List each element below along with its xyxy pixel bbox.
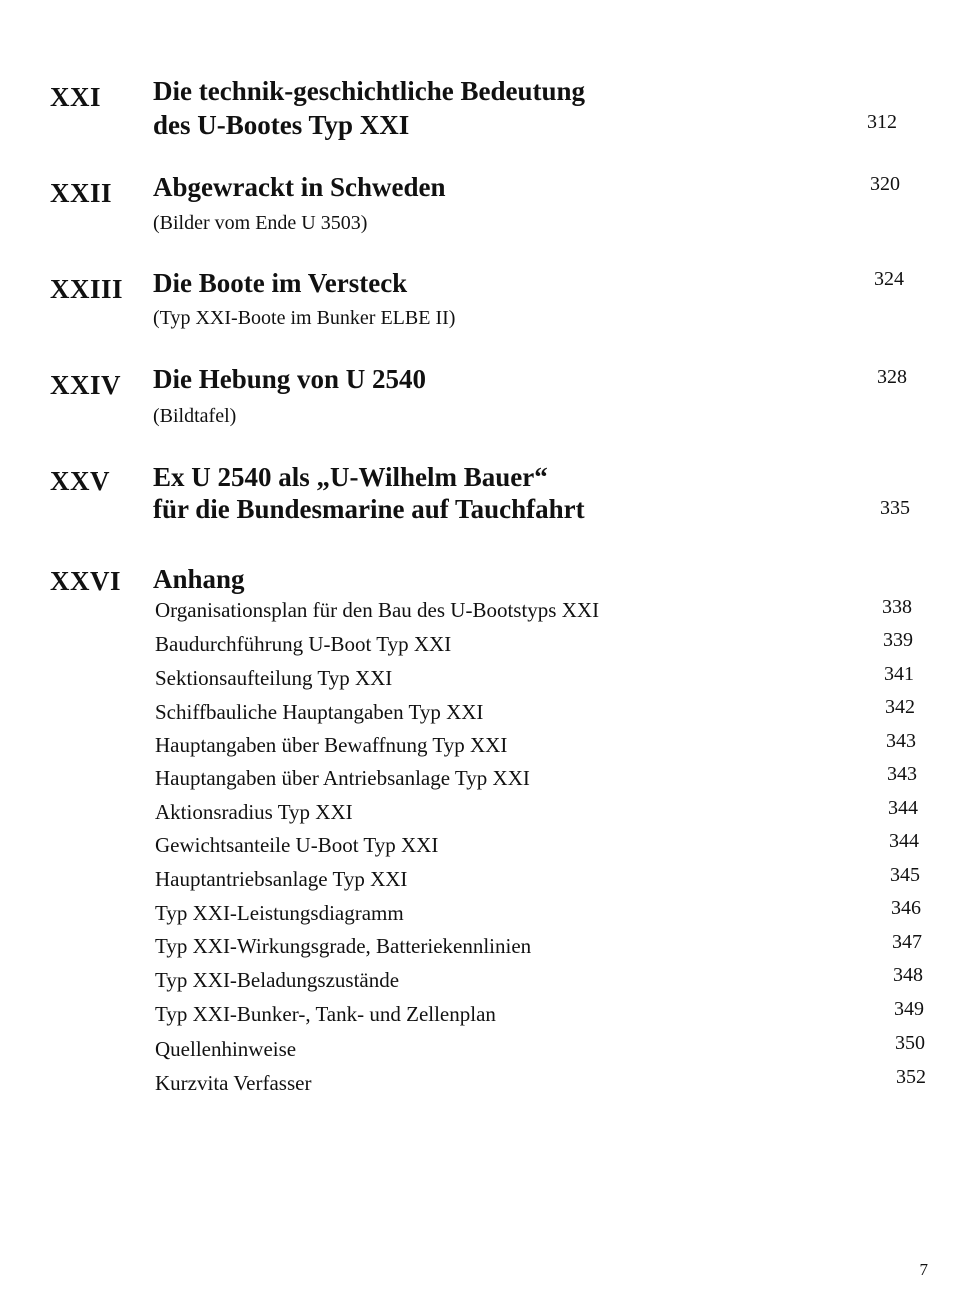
appendix-page-number: 347 [892,931,922,953]
appendix-item: Typ XXI-Bunker-, Tank- und Zellenplan [155,1002,496,1026]
appendix-item: Sektionsaufteilung Typ XXI [155,666,393,690]
appendix-page-number: 342 [885,696,915,718]
chapter-number: XXI [50,82,102,112]
chapter-number: XXVI [50,566,122,596]
chapter-number: XXIV [50,370,122,400]
chapter-title-line-1: Die Boote im Versteck [153,268,408,298]
appendix-item: Kurzvita Verfasser [155,1071,312,1095]
appendix-page-number: 339 [883,629,913,651]
appendix-page-number: 345 [890,864,920,886]
chapter-subtitle: (Bildtafel) [153,405,237,427]
chapter-subtitle: (Typ XXI-Boote im Bunker ELBE II) [153,307,456,329]
appendix-page-number: 350 [895,1032,925,1054]
appendix-page-number: 346 [891,897,921,919]
page-number: 7 [919,1260,928,1279]
appendix-page-number: 348 [893,964,923,986]
chapter-page-number: 328 [877,366,907,388]
chapter-page-number: 320 [870,173,900,195]
chapter-title-line-2: des U-Bootes Typ XXI [153,110,410,140]
appendix-page-number: 352 [896,1066,926,1088]
appendix-page-number: 341 [884,663,914,685]
appendix-page-number: 349 [894,998,924,1020]
appendix-item: Baudurchführung U-Boot Typ XXI [155,632,452,656]
appendix-item: Typ XXI-Wirkungsgrade, Batteriekennlinien [155,934,532,958]
chapter-page-number: 312 [867,111,897,133]
chapter-title-line-2: für die Bundesmarine auf Tauchfahrt [153,494,585,524]
appendix-page-number: 343 [887,763,917,785]
appendix-item: Hauptangaben über Antriebsanlage Typ XXI [155,766,530,790]
chapter-title-line-1: Ex U 2540 als „U-Wilhelm Bauer“ [153,462,548,492]
appendix-item: Hauptangaben über Bewaffnung Typ XXI [155,733,508,757]
chapter-number: XXIII [50,274,124,304]
appendix-page-number: 343 [886,730,916,752]
appendix-item: Quellenhinweise [155,1037,297,1061]
chapter-number: XXII [50,178,113,208]
appendix-item: Aktionsradius Typ XXI [155,800,353,824]
chapter-title-line-1: Die Hebung von U 2540 [153,364,427,394]
chapter-number: XXV [50,466,110,496]
appendix-item: Hauptantriebsanlage Typ XXI [155,867,408,891]
chapter-subtitle: (Bilder vom Ende U 3503) [153,212,368,234]
appendix-page-number: 344 [888,797,918,819]
appendix-item: Typ XXI-Beladungszustände [155,968,400,992]
appendix-page-number: 338 [882,596,912,618]
chapter-page-number: 335 [880,497,910,519]
chapter-page-number: 324 [874,268,904,290]
chapter-title-line-1: Anhang [153,564,245,594]
appendix-item: Organisationsplan für den Bau des U-Bootstyps XXI [155,598,600,622]
chapter-title-line-1: Abgewrackt in Schweden [153,172,446,202]
appendix-page-number: 344 [889,830,919,852]
chapter-title-line-1: Die technik-geschichtliche Bedeutung [153,76,585,106]
appendix-item: Gewichtsanteile U-Boot Typ XXI [155,833,439,857]
appendix-item: Typ XXI-Leistungsdiagramm [155,901,404,925]
appendix-item: Schiffbauliche Hauptangaben Typ XXI [155,700,484,724]
